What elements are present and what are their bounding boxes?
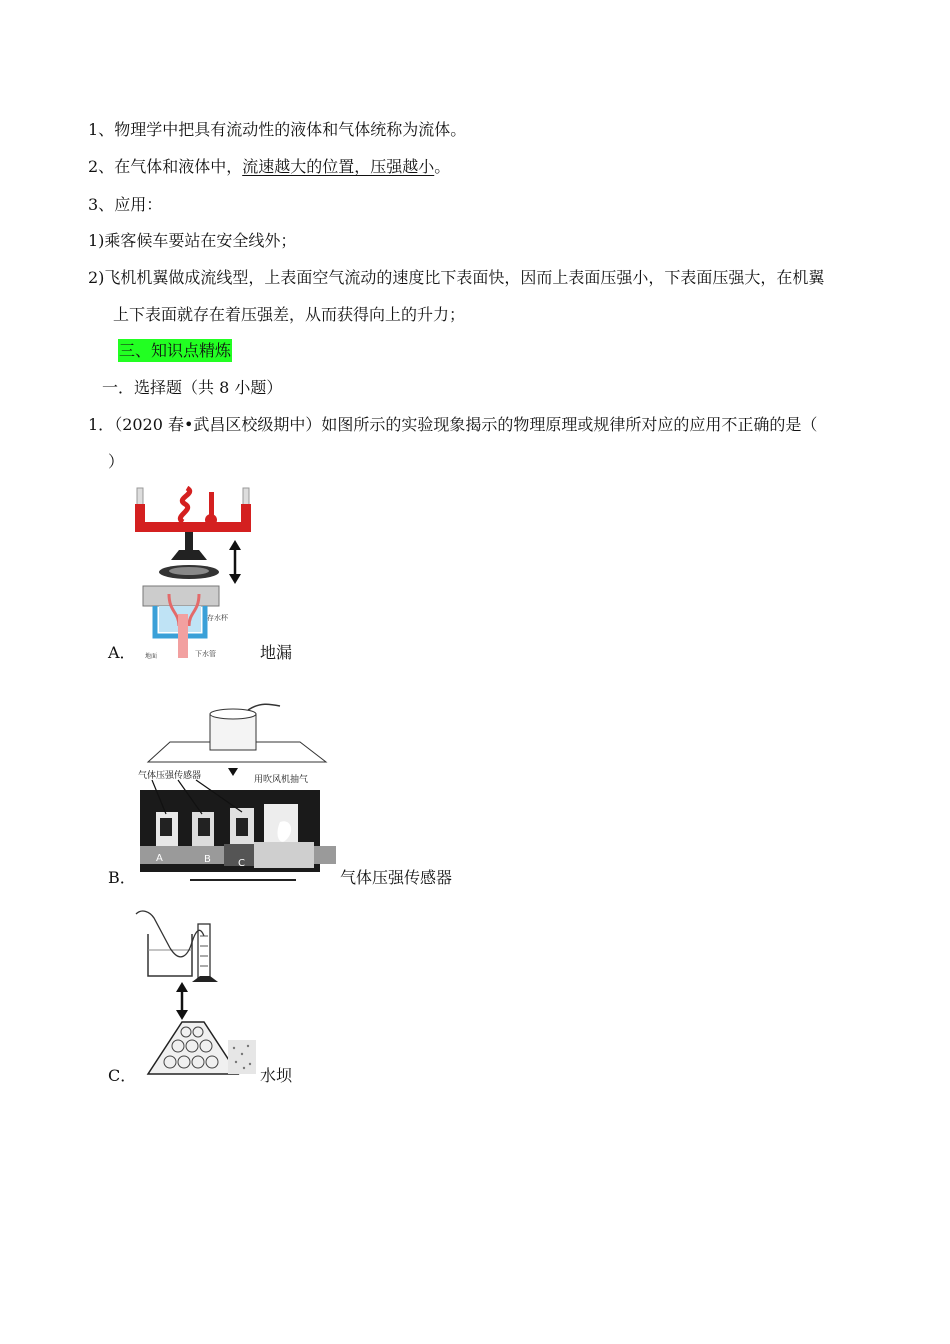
question-1: [88, 415, 817, 435]
option-c-letter: C．: [108, 1066, 137, 1085]
point-text: 应用：: [114, 195, 163, 214]
point-num: 2、: [88, 157, 115, 176]
blower-label: 用吹风机抽气: [254, 775, 309, 785]
cup-label: 存水杯: [207, 614, 228, 622]
point-num: 1、: [88, 120, 115, 139]
point-2: [88, 157, 450, 177]
floor-drain-image: [143, 565, 229, 660]
point-b-label: B: [204, 854, 211, 865]
option-a-label: 地漏: [260, 643, 293, 662]
point-c-label: C: [238, 858, 245, 869]
double-arrow: [229, 540, 241, 584]
point-text-pre: 在气体和液体中，: [114, 157, 243, 176]
application-2: [88, 268, 824, 288]
point-1: [88, 120, 466, 140]
sensor-label: 气体压强传感器: [138, 771, 202, 781]
application-2-continued: 上下表面就存在着压强差，从而获得向上的升力；: [113, 305, 466, 324]
application-text: 飞机机翼做成流线型，上表面空气流动的速度比下表面快，因而上表面压强小，下表面压强大，在机翼: [104, 268, 825, 287]
pressure-sensor-image: [138, 769, 336, 880]
point-a-label: A: [156, 853, 163, 864]
option-a-letter: A．: [108, 643, 136, 662]
question-1-continued: ）: [108, 452, 125, 471]
application-num: 2): [88, 268, 105, 287]
point-num: 3、: [88, 195, 115, 214]
application-1: [88, 231, 296, 251]
option-b-figure: [130, 696, 336, 886]
point-text-post: 。: [434, 157, 451, 176]
application-text: 乘客候车要站在安全线外；: [104, 231, 297, 250]
point-text: 物理学中把具有流动性的液体和气体统称为流体。: [114, 120, 467, 139]
option-b-label: 气体压强传感器: [340, 868, 453, 887]
application-num: 1): [88, 231, 105, 250]
question-text: （2020 春•武昌区校级期中）如图所示的实验现象揭示的物理原理或规律所对应的应用不正确的是（: [114, 415, 818, 434]
ground-label: 地面: [145, 653, 158, 660]
section-heading: [118, 341, 232, 361]
paper-cup-image: [148, 704, 326, 776]
drainpipe-label: 下水管: [195, 650, 216, 658]
point-text-underlined: 流速越大的位置，压强越小: [242, 157, 435, 176]
liquid-pressure-image: [136, 911, 218, 982]
section-heading-text: 三、知识点精炼: [119, 341, 232, 360]
option-a-figure: [125, 486, 253, 662]
dam-image: [148, 1022, 256, 1074]
double-arrow: [176, 982, 188, 1020]
part-heading: 一．选择题（共 8 小题）: [102, 378, 283, 397]
option-c-label: 水坝: [260, 1066, 293, 1085]
point-3: [88, 195, 162, 215]
option-b-letter: B．: [108, 868, 136, 887]
question-num: 1．: [88, 415, 115, 434]
option-c-figure: [128, 906, 260, 1078]
